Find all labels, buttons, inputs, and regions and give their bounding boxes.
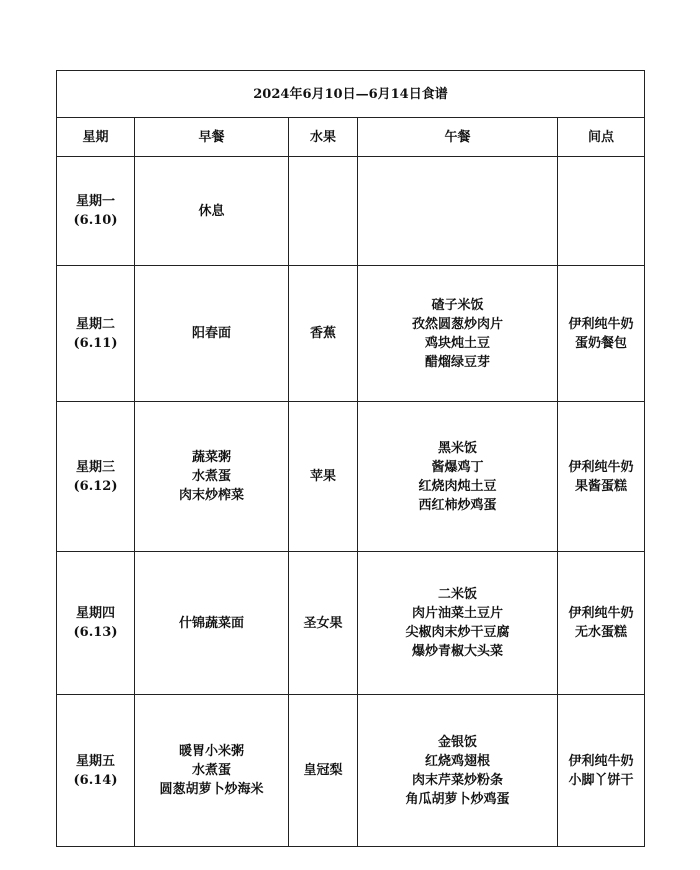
snack-item: 伊利纯牛奶 xyxy=(568,753,634,769)
lunch-cell xyxy=(358,266,558,402)
snack-item: 伊利纯牛奶 xyxy=(568,316,634,332)
breakfast-cell xyxy=(135,402,289,552)
lunch-cell xyxy=(358,402,558,552)
lunch-item: 醋熘绿豆芽 xyxy=(424,354,490,370)
lunch-item: 孜然圆葱炒肉片 xyxy=(411,316,503,332)
breakfast-cell xyxy=(135,157,289,266)
lunch-item: 西红柿炒鸡蛋 xyxy=(418,497,497,513)
lunch-item: 角瓜胡萝卜炒鸡蛋 xyxy=(405,791,510,807)
lunch-cell xyxy=(358,552,558,695)
lunch-item: 红烧肉炖土豆 xyxy=(418,478,497,494)
day-cell xyxy=(57,157,135,266)
header-snack: 间点 xyxy=(558,118,645,157)
snack-cell xyxy=(558,552,645,695)
lunch-item: 肉末芹菜炒粉条 xyxy=(411,772,503,788)
lunch-item: 尖椒肉末炒干豆腐 xyxy=(405,625,510,640)
snack-item: 无水蛋糕 xyxy=(574,625,627,640)
snack-item: 蛋奶餐包 xyxy=(574,335,627,351)
header-row xyxy=(57,118,645,157)
lunch-item: 金银饭 xyxy=(437,734,477,750)
breakfast-item: 圆葱胡萝卜炒海米 xyxy=(159,782,264,797)
breakfast-item: 水煮蛋 xyxy=(191,763,231,778)
snack-cell xyxy=(558,695,645,847)
snack-cell xyxy=(558,402,645,552)
table-row xyxy=(57,552,645,695)
snack-item: 伊利纯牛奶 xyxy=(568,459,634,475)
table-row xyxy=(57,695,645,847)
day-name: 星期五 xyxy=(75,753,115,769)
breakfast-cell xyxy=(135,695,289,847)
breakfast-item: 休息 xyxy=(198,203,225,219)
snack-cell xyxy=(558,266,645,402)
lunch-item: 红烧鸡翅根 xyxy=(424,753,490,769)
day-date: (6.10) xyxy=(73,213,118,228)
table-row xyxy=(57,402,645,552)
fruit-cell: 苹果 xyxy=(289,402,358,552)
day-cell xyxy=(57,552,135,695)
lunch-cell xyxy=(358,695,558,847)
snack-item: 果酱蛋糕 xyxy=(574,478,627,494)
title-row xyxy=(57,71,645,118)
day-name: 星期一 xyxy=(75,194,115,209)
breakfast-item: 阳春面 xyxy=(191,326,231,341)
header-fruit: 水果 xyxy=(289,118,358,157)
day-date: (6.13) xyxy=(73,625,118,640)
fruit-cell: 香蕉 xyxy=(289,266,358,402)
table-row xyxy=(57,157,645,266)
day-date: (6.12) xyxy=(73,478,118,494)
lunch-item: 酱爆鸡丁 xyxy=(431,459,484,475)
snack-item: 小脚丫饼干 xyxy=(568,772,634,788)
day-name: 星期四 xyxy=(75,606,115,621)
breakfast-cell xyxy=(135,552,289,695)
lunch-item: 二米饭 xyxy=(437,587,477,602)
day-name: 星期二 xyxy=(75,316,115,332)
fruit-cell: 圣女果 xyxy=(289,552,358,695)
lunch-item: 鸡块炖土豆 xyxy=(424,335,490,351)
fruit-cell xyxy=(289,157,358,266)
breakfast-item: 暖胃小米粥 xyxy=(178,744,244,759)
day-cell xyxy=(57,695,135,847)
day-date: (6.14) xyxy=(73,772,118,788)
day-date: (6.11) xyxy=(73,335,118,351)
breakfast-item: 水煮蛋 xyxy=(191,469,231,484)
day-cell xyxy=(57,402,135,552)
menu-table xyxy=(56,70,645,847)
menu-title: 2024年6月10日—6月14日食谱 xyxy=(57,71,645,118)
breakfast-cell xyxy=(135,266,289,402)
snack-cell xyxy=(558,157,645,266)
lunch-item: 肉片油菜土豆片 xyxy=(411,606,503,621)
day-cell xyxy=(57,266,135,402)
snack-item: 伊利纯牛奶 xyxy=(568,606,634,621)
day-name: 星期三 xyxy=(75,459,115,475)
breakfast-item: 蔬菜粥 xyxy=(191,450,231,465)
breakfast-item: 什锦蔬菜面 xyxy=(178,615,244,631)
breakfast-item: 肉末炒榨菜 xyxy=(178,488,244,503)
lunch-item: 黑米饭 xyxy=(437,440,477,456)
fruit-cell: 皇冠梨 xyxy=(289,695,358,847)
header-breakfast: 早餐 xyxy=(135,118,289,157)
lunch-cell xyxy=(358,157,558,266)
lunch-item: 爆炒青椒大头菜 xyxy=(411,644,503,659)
table-row xyxy=(57,266,645,402)
header-day: 星期 xyxy=(57,118,135,157)
header-lunch: 午餐 xyxy=(358,118,558,157)
lunch-item: 碴子米饭 xyxy=(431,297,484,313)
